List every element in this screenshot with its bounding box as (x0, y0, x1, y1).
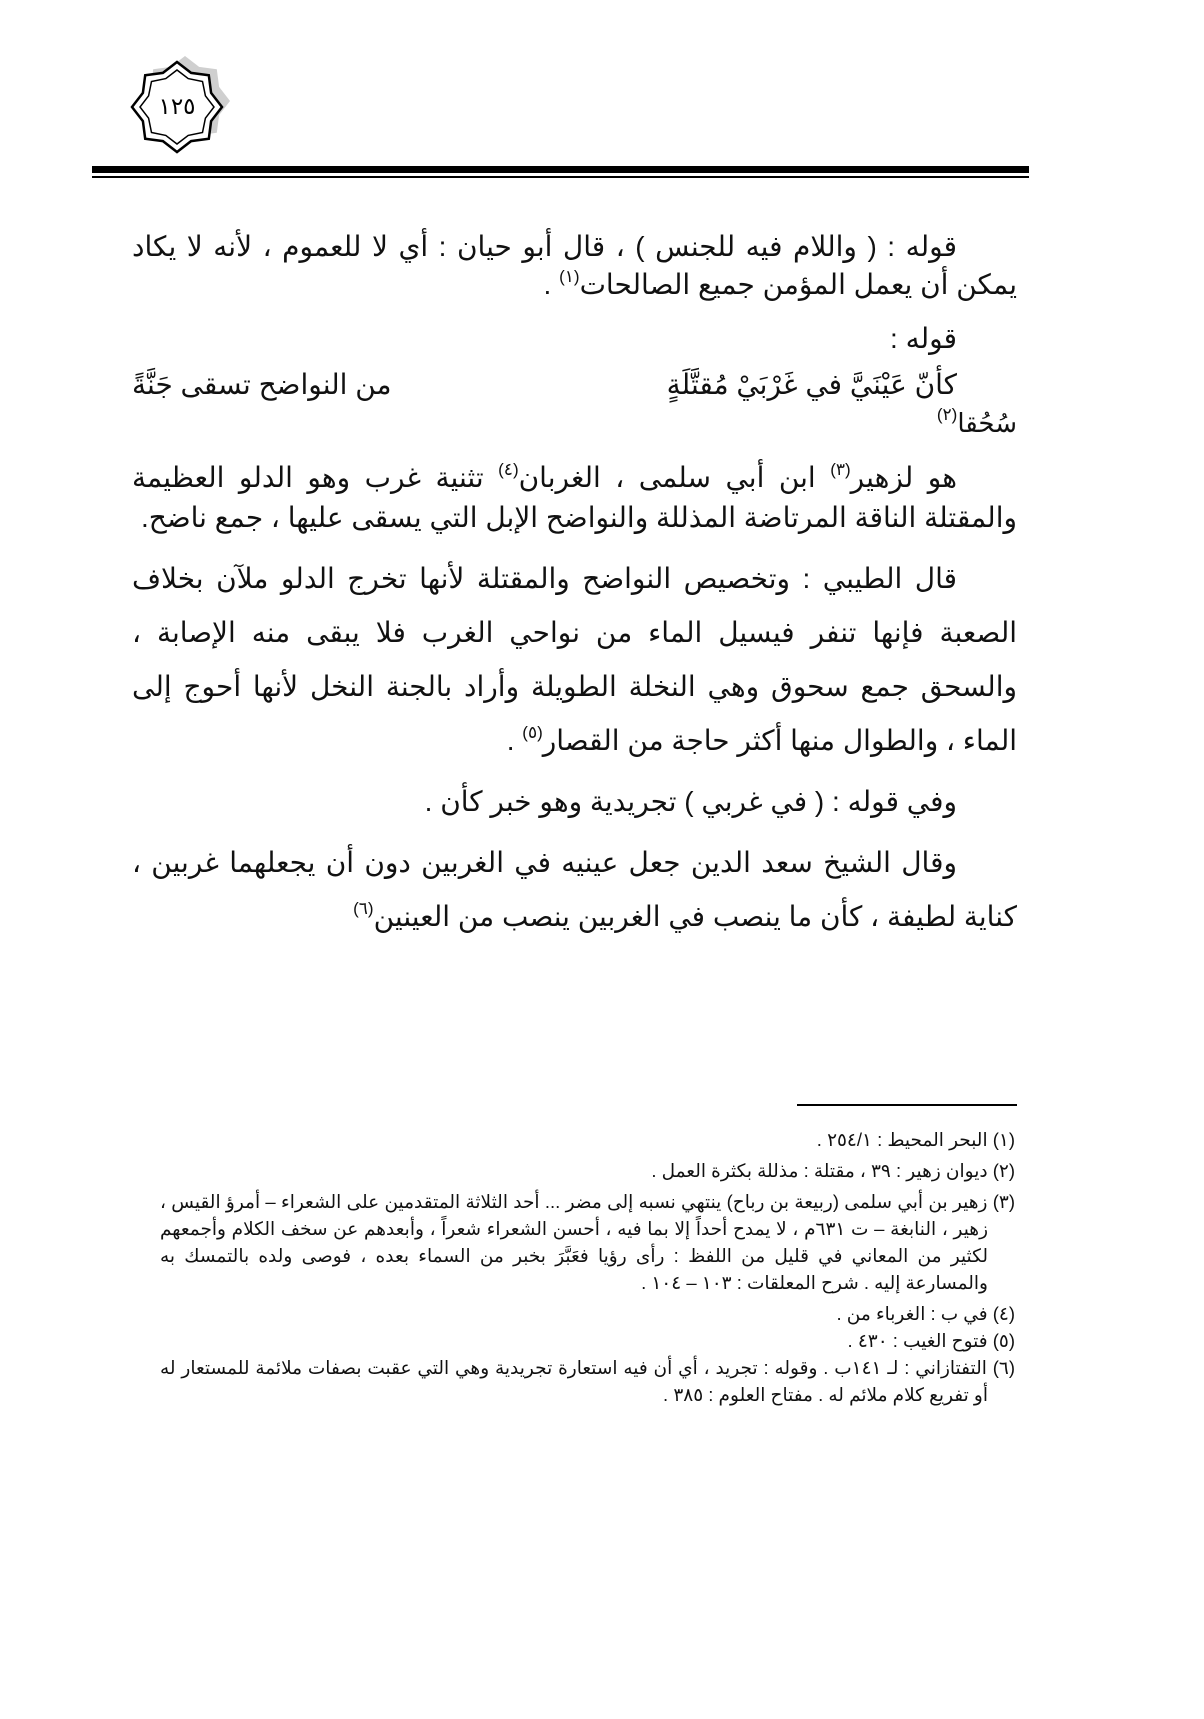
header-rule-thin (92, 176, 1029, 178)
paragraph-5-tail: . (506, 725, 523, 756)
poetry-verse (132, 364, 1017, 444)
footnotes (160, 1126, 1015, 1408)
page-number-badge (112, 42, 242, 172)
main-text (132, 228, 1017, 944)
paragraph-7-text: وقال الشيخ سعد الدين جعل عينيه في الغربين دون أن يجعلهما غربين ، كناية لطيفة ، كأن ما ينصب في الغربين ينصب من العينين (132, 847, 1017, 932)
footnote-separator (797, 1104, 1017, 1106)
footnote-5: (٥) فتوح الغيب : ٤٣٠ . (847, 1330, 1015, 1351)
page-number: ١٢٥ (158, 94, 196, 120)
verse-second-hemistich: من النواضح تسقى جَنَّةً (132, 369, 392, 400)
footnote-3: (٣) زهير بن أبي سلمى (ربيعة بن رباح) ينتهي نسبه إلى مضر ... أحد الثلاثة المتقدمين على الشعراء – أمرؤ القيس ، زهير ، النابغة – ت ٦٣١م ، لا يمدح أحداً إلا بما فيه ، أحسن الشعراء شعراً ، وأبعدهم عن سخف الكلام وأجمعهم لكثير من المعاني في قليل من اللفظ : رأى رؤيا فعَبَّرَ بخبر من السماء بعده ، فوصى ولده بالتمسك به والمسارعة إليه . شرح المعلقات : ١٠٣ – ١٠٤ . (160, 1191, 1015, 1293)
footnote-ref-4: (٤) (498, 459, 519, 479)
footnote-6: (٦) التفتازاني : لـ ١٤١ب . وقوله : تجريد ، أي أن فيه استعارة تجريدية وهي التي عقبت بصفات ملائمة للمستعار له أو تفريع كلام ملائم له . مفتاح العلوم : ٣٨٥ . (160, 1357, 1015, 1405)
footnote-ref-6: (٦) (353, 898, 374, 918)
footnote-1: (١) البحر المحيط : ٢٥٤/١ . (816, 1129, 1015, 1150)
footnote-ref-2: (٢) (936, 405, 958, 425)
footnote-ref-3: (٣) (830, 459, 851, 479)
paragraph-7 (132, 836, 1017, 944)
verse-ending-word: سُحُقا (957, 408, 1017, 438)
paragraph-1-tail: . (543, 269, 560, 300)
paragraph-4-part-b: ابن أبي سلمى ، الغربان (518, 462, 831, 493)
paragraph-2: قوله : (890, 323, 957, 354)
footnote-2: (٢) ديوان زهير : ٣٩ ، مقتلة : مذللة بكثرة العمل . (651, 1160, 1015, 1181)
paragraph-1-text: قوله : ( واللام فيه للجنس ) ، قال أبو حيان : أي لا للعموم ، لأنه لا يكاد يمكن أن يعمل المؤمن جميع الصالحات (132, 231, 1017, 300)
header-rule-thick (92, 166, 1029, 173)
paragraph-1 (132, 228, 1017, 304)
verse-first-hemistich: كأنّ عَيْنَيَّ في غَرْبَيْ مُقتَّلَةٍ (666, 369, 957, 400)
paragraph-5-text: قال الطيبي : وتخصيص النواضح والمقتلة لأنها تخرج الدلو ملآن بخلاف الصعبة فإنها تنفر فيسيل الماء من نواحي الغرب فلا يبقى منه الإصابة ، والسحق جمع سحوق وهي النخلة الطويلة وأراد بالجنة النخل لأنها أحوج إلى الماء ، والطوال منها أكثر حاجة من القصار (132, 563, 1017, 756)
paragraph-4 (132, 458, 1017, 538)
paragraph-6: وفي قوله : ( في غربي ) تجريدية وهو خبر كأن . (424, 786, 957, 817)
paragraph-5 (132, 552, 1017, 768)
footnote-4: (٤) في ب : الغرباء من . (836, 1303, 1015, 1324)
verse-ending (936, 405, 1017, 439)
paragraph-4-part-a: هو لزهير (850, 462, 958, 493)
footnote-ref-5: (٥) (522, 722, 543, 742)
footnote-ref-1: (١) (559, 266, 580, 286)
paragraph-4-part-c: تثنية غرب وهو الدلو العظيمة والمقتلة الناقة المرتاضة المذللة والنواضح الإبل التي يسقى عليها ، جمع ناضح. (132, 462, 1017, 533)
